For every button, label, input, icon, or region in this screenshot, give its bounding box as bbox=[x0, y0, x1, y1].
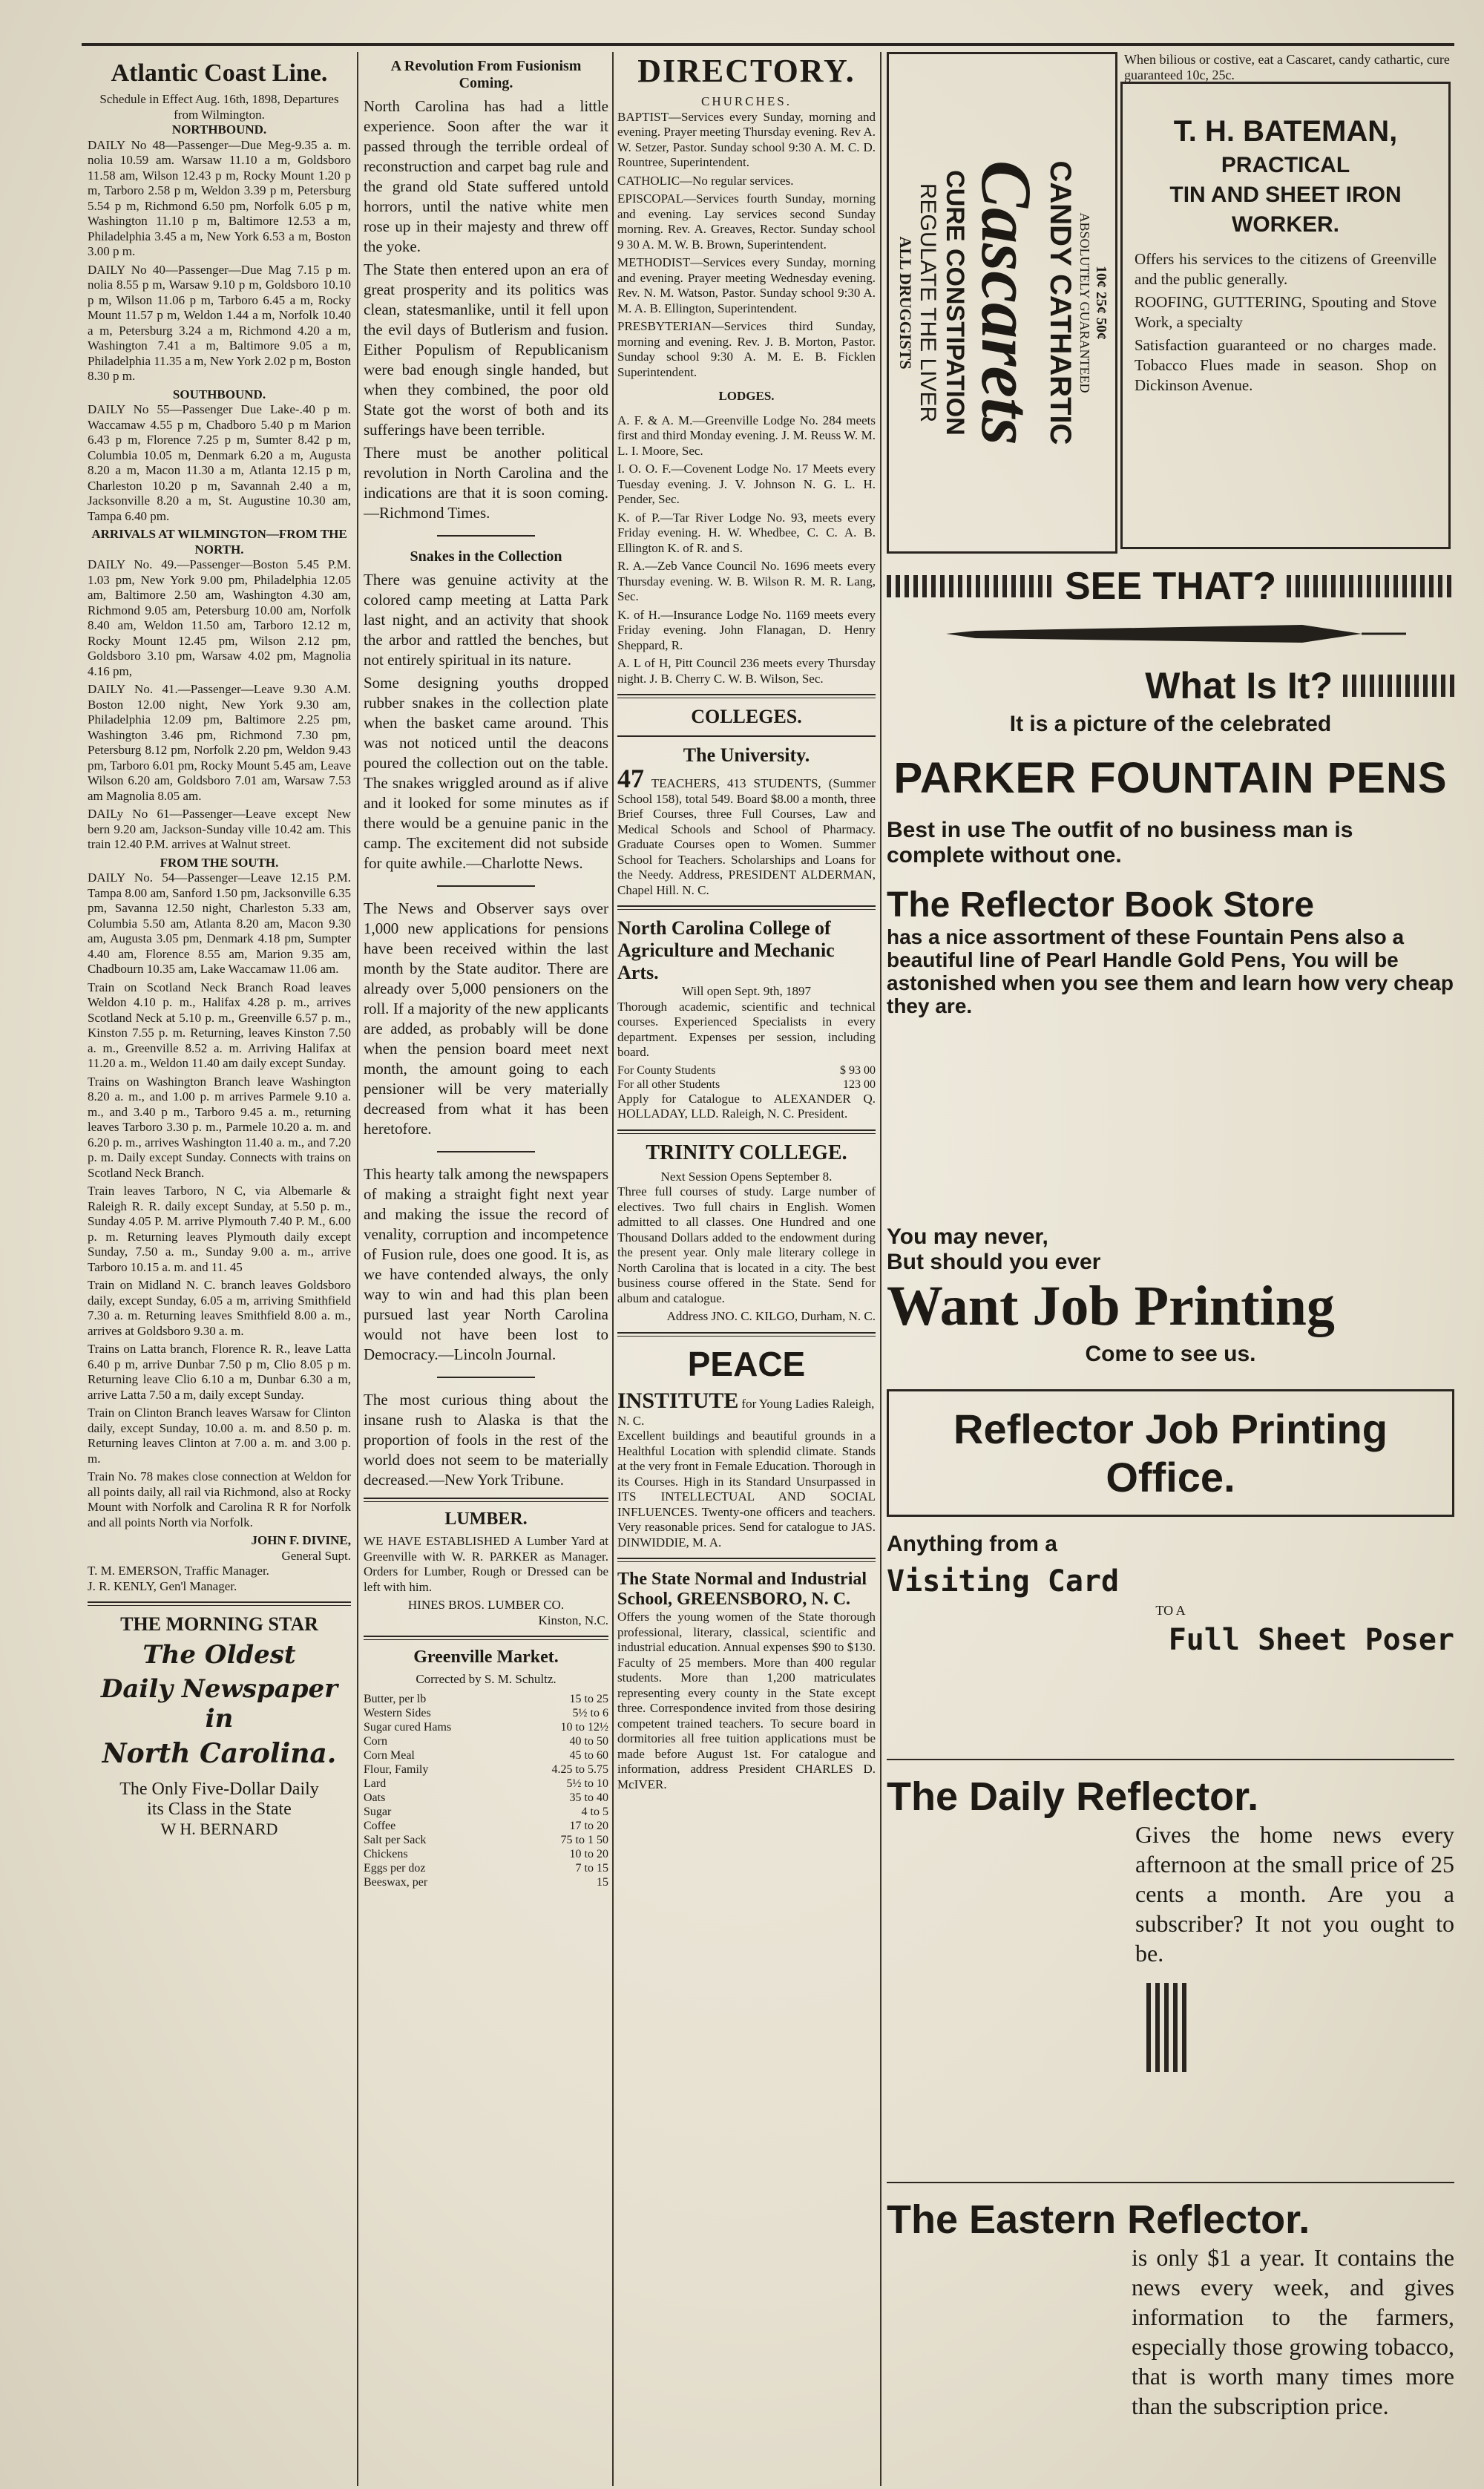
market-row bbox=[364, 1791, 608, 1805]
daily-reflector-text: Gives the home news every afternoon at the small price of 25 cents a month. Are you a subscriber? It not you ought to be. bbox=[1135, 1821, 1454, 1967]
ncc-other-row bbox=[617, 1078, 876, 1092]
train-78: Train No. 78 makes close connection at Weldon for all points daily, all rail via Richmond, also at Rocky Mount with Norfolk and Carolina R R for Norfolk and all points North via Norfolk. bbox=[88, 1469, 351, 1529]
market-row bbox=[364, 1748, 608, 1762]
but-should-you: But should you ever bbox=[887, 1250, 1101, 1274]
peace-institute-line bbox=[617, 1388, 876, 1429]
editorial-p2: The State then entered upon an era of great prosperity and its politics was clean, statesmanlike, until it fell upon the evil days of Butlerism and fusion. Either Populism of Republicanism were bad enough single handed, but when they combined, the poor old State got the worst of both and its sufferings have been terrible. bbox=[364, 260, 608, 439]
institute-for: for Young Ladies Raleigh, N. C. bbox=[617, 1396, 875, 1428]
see-that-row bbox=[887, 564, 1454, 609]
bookstore-text: has a nice assortment of these Fountain Pens also a beautiful line of Pearl Handle Gold Pens, You will be astonished when you see them and learn how very cheap they are. bbox=[887, 925, 1454, 1017]
cascarets-ad bbox=[887, 52, 1117, 554]
bookstore-title: The Reflector Book Store bbox=[887, 885, 1315, 925]
peace-title: PEACE bbox=[687, 1344, 806, 1383]
washington-branch: Trains on Washington Branch leave Washington 8.20 a. m., and 1.00 p. m arrives Parmele 9.10 a. m., and 3.40 p m., Tarboro 9.45 a. m., returning leaves Tarboro 3.30 p. m., Parmele 10.20 a. m. and 6.20 p. m., arrives Washington 11.40 a. m., and 7.20 p. m. Daily except Sunday. Connects with trains on Scotland Neck Branch. bbox=[88, 1074, 351, 1180]
market-list bbox=[364, 1692, 608, 1889]
market-item-name: Salt per Sack bbox=[364, 1833, 427, 1846]
cascarets-candy: CANDY CATHARTIC bbox=[1043, 160, 1077, 445]
column-advertisements bbox=[887, 52, 1454, 2486]
market-row bbox=[364, 1819, 608, 1833]
separator bbox=[437, 1377, 535, 1378]
market-item-name: Western Sides bbox=[364, 1706, 431, 1719]
market-title: Greenville Market. bbox=[413, 1647, 559, 1667]
separator bbox=[364, 1636, 608, 1640]
morning-star-nc: North Carolina. bbox=[102, 1738, 337, 1769]
market-item-name: Lard bbox=[364, 1777, 387, 1790]
market-item-price: 10 to 20 bbox=[569, 1847, 608, 1860]
lumber-company: HINES BROS. LUMBER CO. bbox=[407, 1598, 565, 1612]
separator bbox=[617, 905, 876, 910]
ncc-other-price: 123 00 bbox=[843, 1078, 876, 1091]
trinity-next: Next Session Opens September 8. bbox=[660, 1169, 833, 1184]
lodge-iof: I. O. O. F.—Covenent Lodge No. 17 Meets every Tuesday evening. J. V. Johnson N. G. L. H. Pender, Sec. bbox=[617, 462, 876, 506]
to-a: TO A bbox=[1155, 1603, 1186, 1618]
daily-reflector-ad bbox=[887, 1751, 1454, 2072]
market-item-price: 75 to 1 50 bbox=[560, 1833, 608, 1846]
market-item-price: 7 to 15 bbox=[575, 1861, 608, 1875]
what-is-it-title: What Is It? bbox=[1145, 665, 1333, 706]
anything-from: Anything from a bbox=[887, 1532, 1057, 1556]
snakes-p1: There was genuine activity at the colored camp meeting at Latta Park last night, and an activity that shook the arbor and rattled the benches, but not entirely spiritual in its nature. bbox=[364, 571, 608, 669]
bateman-ad bbox=[1120, 82, 1451, 549]
market-item-price: 5½ to 10 bbox=[566, 1777, 608, 1790]
come-to-see-us: Come to see us. bbox=[1085, 1342, 1256, 1366]
southbound-heading: SOUTHBOUND. bbox=[172, 387, 266, 401]
lodge-al: A. L of H, Pitt Council 236 meets every Thursday night. J. B. Cherry C. W. B. Wilson, Sec. bbox=[617, 656, 876, 686]
snakes-title: Snakes in the Collection bbox=[410, 548, 562, 565]
market-row bbox=[364, 1875, 608, 1889]
eastern-reflector-ad bbox=[887, 2174, 1454, 2421]
bateman-offer: Offers his services to the citizens of Greenville and the public generally. bbox=[1135, 250, 1437, 288]
market-item-price: 5½ to 6 bbox=[572, 1706, 608, 1719]
column-directory bbox=[617, 52, 876, 1795]
signature-divine: JOHN F. DIVINE, bbox=[251, 1533, 351, 1547]
train-48: DAILY No 48—Passenger—Due Meg-9.35 a. m. nolia 10.59 am. Warsaw 11.10 a m, Goldsboro 11.58 am, Wilson 12.43 p m, Rocky Mount 1.20 p m, Tarboro 2.58 p m, Weldon 3.39 p m, Petersburg 5.54 p m, Richmond 6.50 pm, Norfolk 6.05 p m, Washington 11.10 p m, Baltimore 12.53 a m, Philadelphia 3.45 a m, New York 6.53 a m, Boston 3.00 p m. bbox=[88, 137, 351, 258]
clinton-branch: Train on Clinton Branch leaves Warsaw for Clinton daily, except Sunday, 10.00 a. m. and 8.50 p. m. Returning leaves Clinton at 7.00 a. m. and 3.00 p. m. bbox=[88, 1406, 351, 1466]
column-rule-2 bbox=[612, 52, 614, 2486]
market-row bbox=[364, 1847, 608, 1861]
market-item-price: 4 to 5 bbox=[581, 1805, 608, 1818]
train-40: DAILY No 40—Passenger—Due Mag 7.15 p m. nolia 8.55 p m, Warsaw 9.10 p m, Goldsboro 10.10 p m, Wilson 11.06 p m, Tarboro 6.45 a m, Rocky Mount 11.57 p m, Weldon 1.44 a m, Norfolk 10.40 a m, Petersburg 3.24 a m, Richmond 4.20 a m, Washington 7.41 a m, Baltimore 9.05 a m, Philadelphia 11.35 a m, New York 2.02 p m, Boston 8.30 p m. bbox=[88, 262, 351, 383]
separator bbox=[88, 1601, 351, 1606]
lumber-text: WE HAVE ESTABLISHED A Lumber Yard at Greenville with W. R. PARKER as Manager. Orders for Lumber, Rough or Dressed can be left with him. bbox=[364, 1534, 608, 1594]
cascarets-rotated bbox=[896, 65, 1109, 540]
market-item-name: Eggs per doz bbox=[364, 1861, 426, 1875]
peace-text: Excellent buildings and beautiful grounds in a Healthful Location with splendid climate. Stands at the very front in Female Education. Thorough in its Courses. High in its Standard Unsurpassed in ITS INTELLECTUAL AND SOCIAL INFLUENCES. Twenty-one officers and teachers. Very reasonable prices. Send for catalogue to JAS. DINWIDDIE, M. A. bbox=[617, 1429, 876, 1550]
lodge-kp: K. of P.—Tar River Lodge No. 93, meets every Friday evening. H. W. Whedbee, C. C. A. B. Ellington K. of R. and S. bbox=[617, 510, 876, 555]
want-job-printing: Want Job Printing bbox=[887, 1275, 1335, 1337]
parker-best: Best in use The outfit of no business man is complete without one. bbox=[887, 818, 1353, 868]
market-item-price: 45 to 60 bbox=[569, 1748, 608, 1762]
market-item-price: 4.25 to 5.75 bbox=[551, 1762, 608, 1776]
cascarets-regulate: REGULATE THE LIVER bbox=[915, 183, 940, 423]
cascarets-cure: CURE CONSTIPATION bbox=[940, 170, 969, 436]
morning-star-bernard: W H. BERNARD bbox=[160, 1820, 278, 1838]
trinity-title: TRINITY COLLEGE. bbox=[646, 1141, 847, 1164]
visiting-card: Visiting Card bbox=[887, 1564, 1120, 1598]
top-rule bbox=[82, 43, 1454, 46]
separator bbox=[617, 735, 876, 737]
cascarets-guarantee: ABSOLUTELY GUARANTEED bbox=[1077, 212, 1092, 393]
ncc-title: North Carolina College of Agriculture and Mechanic Arts. bbox=[617, 917, 835, 983]
fountain-pen-illustration bbox=[887, 609, 1454, 660]
separator bbox=[617, 1558, 876, 1562]
separator bbox=[364, 1498, 608, 1502]
morning-star-class: its Class in the State bbox=[147, 1800, 292, 1819]
ncc-open: Will open Sept. 9th, 1897 bbox=[681, 984, 812, 998]
ornament-right bbox=[1287, 575, 1454, 597]
market-corrected: Corrected by S. M. Schultz. bbox=[416, 1672, 556, 1686]
lumber-location: Kinston, N.C. bbox=[538, 1613, 608, 1627]
market-row bbox=[364, 1734, 608, 1748]
bateman-roofing: ROOFING, GUTTERING, Spouting and Stove Work, a specialty bbox=[1135, 293, 1437, 331]
fusion-paragraph: This hearty talk among the newspapers of making a straight fight next year and making the issue the record of venality, corruption and incompetence of Fusion rule, does one good. It is, as we have contended always, the only way to win and had this plan been pursued last year North Carolina would not have been lost to Democracy.—Lincoln Journal. bbox=[364, 1165, 608, 1363]
market-item-name: Beeswax, per bbox=[364, 1875, 428, 1889]
bateman-practical: PRACTICAL bbox=[1221, 153, 1350, 177]
normal-text: Offers the young women of the State thorough professional, literary, classical, scientific and industrial education. Annual expenses $90 to $130. Faculty of 25 members. More than 400 regular students. More than 1,200 matriculates representing every county in the State except three. Correspondence invited from those desiring competent trained teachers. To secure board in dormitories all free tuition applications must be made before August 1st. For catalogue and information, address President CHARLES D. McIVER. bbox=[617, 1610, 876, 1791]
ncc-county: For County Students bbox=[617, 1063, 716, 1077]
train-55: DAILY No 55—Passenger Due Lake-.40 p m. Waccamaw 4.55 p m, Chadboro 5.40 p m Marion 6.43 p m, Florence 7.25 p m, Sumter 8.42 p m, Columbia 10.05 m, Denmark 6.20 a m, Augusta 8.20 a m, Macon 11.30 a m, Atlanta 12.15 p m, Charleston 10.20 p m, Savannah 2.40 a m, Jacksonville 8.20 a m, St. Augustine 10.30 am, Tampa 6.40 pm. bbox=[88, 402, 351, 523]
separator bbox=[887, 2182, 1454, 2183]
normal-title: The State Normal and Industrial School, GREENSBORO, N. C. bbox=[617, 1570, 867, 1609]
church-episcopal: EPISCOPAL—Services fourth Sunday, morning and evening. Lay services second Sunday morning. Rev. A. Greaves, Rector. Sunday school 9 30 A. M. W. B. Brown, Superintendent. bbox=[617, 191, 876, 252]
university-title: The University. bbox=[683, 744, 810, 766]
market-row bbox=[364, 1692, 608, 1706]
parker-ad bbox=[887, 564, 1454, 1017]
snakes-p2: Some designing youths dropped rubber snakes in the collection plate when the basket came around. This was not noticed until the deacons poured the collection out on the table. The snakes wriggled around as if alive and it looked for some minutes as if there would be a genuine panic in the camp. The excitement did not subside for quite awhile.—Charlotte News. bbox=[364, 674, 608, 872]
morning-star-daily: Daily Newspaper in bbox=[100, 1674, 338, 1734]
train-54: DAILY No. 54—Passenger—Leave 12.15 P.M. Tampa 8.00 am, Sanford 1.50 pm, Jacksonville 6.35 pm, Savanna 12.50 night, Charleston 5.33 am, Columbia 5.50 am, Atlanta 8.20 am, Macon 9.30 am, Augusta 3.05 pm, Denmark 4.18 pm, Sumpter 4.40 am, Florence 8.55 am, Marion 9.35 am, Chadbourn 10.35 am, Lake Waccamaw 11.06 am. bbox=[88, 870, 351, 976]
market-item-name: Corn bbox=[364, 1734, 387, 1748]
bateman-name: T. H. BATEMAN, bbox=[1173, 115, 1398, 148]
university-text bbox=[617, 764, 876, 898]
market-item-name: Sugar cured Hams bbox=[364, 1720, 452, 1734]
church-catholic: CATHOLIC—No regular services. bbox=[617, 173, 794, 188]
market-item-price: 15 bbox=[597, 1875, 608, 1889]
train-41: DAILY No. 41.—Passenger—Leave 9.30 A.M. Boston 12.00 night, New York 9.30 am, Philadelphia 12.09 pm, Baltimore 2.25 pm, Washington 3.46 pm, Richmond 7.30 pm, Petersburg 8.12 pm, Norfolk 2.20 pm, Weldon 9.43 pm, Tarboro 6.01 pm, Rocky Mount 5.45 am, Leave Wilson 6.20 am, Goldsboro 7.01 am, Warsaw 7.53 am Magnolia 8.05 am. bbox=[88, 682, 351, 803]
morning-star-only: The Only Five-Dollar Daily bbox=[119, 1780, 319, 1799]
picture-caption: It is a picture of the celebrated bbox=[1009, 712, 1332, 736]
train-61: DAILy No 61—Passenger—Leave except New bern 9.20 am, Jackson-Sunday ville 10.42 am. This train 12.40 P.M. arrives at Walnut street. bbox=[88, 807, 351, 851]
job-printing-ad bbox=[887, 1224, 1454, 1657]
editorial-title: A Revolution From Fusionism Coming. bbox=[390, 58, 582, 91]
parker-pens-title: PARKER FOUNTAIN PENS bbox=[893, 754, 1448, 802]
market-item-price: 40 to 50 bbox=[569, 1734, 608, 1748]
separator bbox=[887, 1759, 1454, 1760]
column-editorial bbox=[364, 52, 608, 1889]
market-row bbox=[364, 1861, 608, 1875]
morning-star-title: THE MORNING STAR bbox=[120, 1613, 318, 1635]
market-row bbox=[364, 1762, 608, 1777]
lodge-ra: R. A.—Zeb Vance Council No. 1696 meets every Thursday evening. W. B. Wilson R. M. R. Lang, Sec. bbox=[617, 559, 876, 603]
market-row bbox=[364, 1805, 608, 1819]
latta-branch: Trains on Latta branch, Florence R. R., leave Latta 6.40 p m, arrive Dunbar 7.50 p m, Clio 8.05 p m. Returning leave Clio 6.10 a m, Dunbar 6.30 a m, arrive Latta 7.50 a m, daily except Sunday. bbox=[88, 1342, 351, 1402]
separator bbox=[617, 1129, 876, 1134]
editorial-p1: North Carolina has had a little experience. Soon after the war it passed through the terrible ordeal of reconstruction and carpet bag rule and the grand old State suffered untold horrors, until the native white men rose up in their majesty and threw off the yoke. bbox=[364, 97, 608, 255]
market-row bbox=[364, 1706, 608, 1720]
lodges-heading: LODGES. bbox=[718, 389, 775, 403]
university-number: 47 bbox=[617, 764, 644, 793]
arrivals-heading: ARRIVALS AT WILMINGTON—FROM THE NORTH. bbox=[91, 527, 347, 557]
church-baptist: BAPTIST—Services every Sunday, morning and evening. Prayer meeting Thursday evening. Rev A. W. Setzer, Pastor. Sunday school 9:30 A. M. C. D. Rountree, Superintendent. bbox=[617, 109, 876, 169]
market-row bbox=[364, 1833, 608, 1847]
separator bbox=[617, 694, 876, 698]
eastern-reflector-title: The Eastern Reflector. bbox=[887, 2197, 1310, 2242]
bilious-notice: When bilious or costive, eat a Cascaret, candy cathartic, cure guaranteed 10c, 25c. bbox=[1124, 52, 1450, 82]
market-item-name: Chickens bbox=[364, 1847, 408, 1860]
institute-word: INSTITUTE bbox=[617, 1388, 739, 1413]
job-office-box bbox=[887, 1389, 1454, 1517]
full-sheet-poster: Full Sheet Poser bbox=[1168, 1623, 1454, 1657]
ornament bbox=[1343, 675, 1454, 697]
market-item-price: 10 to 12½ bbox=[560, 1720, 608, 1734]
market-item-price: 35 to 40 bbox=[569, 1791, 608, 1804]
lodge-af: A. F. & A. M.—Greenville Lodge No. 284 meets first and third Monday evening. J. M. Reuss W. M. L. I. Moore, Sec. bbox=[617, 413, 876, 458]
bateman-tin: TIN AND SHEET IRON bbox=[1169, 183, 1402, 207]
cascarets-druggists: ALL DRUGGISTS bbox=[896, 236, 915, 370]
market-item-name: Coffee bbox=[364, 1819, 396, 1832]
column-railroad bbox=[88, 52, 351, 1839]
column-rule-3 bbox=[880, 52, 881, 2486]
editorial-p3: There must be another political revolution in North Carolina and the indications are that it is soon coming.—Richmond Times. bbox=[364, 444, 608, 522]
market-row bbox=[364, 1777, 608, 1791]
you-may-never: You may never, bbox=[887, 1224, 1048, 1249]
separator bbox=[437, 535, 535, 537]
bateman-worker: WORKER. bbox=[1232, 212, 1339, 237]
pension-paragraph: The News and Observer says over 1,000 new applications for pensions have been received within the last month by the State auditor. There are already over 5,000 pensioners on the roll. If a majority of the new applicants are added, as probably will be done when the pension board meet next month, the amount going to each pensioner will be very materially decreased from what it has been heretofore. bbox=[364, 899, 608, 1138]
market-item-price: 15 to 25 bbox=[569, 1692, 608, 1705]
ncc-county-row bbox=[617, 1063, 876, 1078]
schedule-note: Schedule in Effect Aug. 16th, 1898, Departures from Wilmington. bbox=[99, 92, 339, 122]
midland-branch: Train on Midland N. C. branch leaves Goldsboro daily, except Sunday, 6.05 a m, arriving Smithfield 7.30 a. m. Returning leaves Smithfield 8.00 a. m., arrives at Goldsboro 9.30 a. m. bbox=[88, 1278, 351, 1338]
market-item-name: Flour, Family bbox=[364, 1762, 429, 1776]
ornament-left bbox=[887, 575, 1054, 597]
market-item-name: Sugar bbox=[364, 1805, 392, 1818]
lumber-title: LUMBER. bbox=[444, 1509, 528, 1529]
separator bbox=[437, 1151, 535, 1152]
train-49: DAILY No. 49.—Passenger—Boston 5.45 P.M. 1.03 pm, New York 9.00 pm, Philadelphia 12.05 am, Baltimore 2.50 am, Washington 4.30 am, Richmond 9.05 am, Petersburg 10.00 am, Norfolk 8.40 am, Weldon 11.50 am, Tarboro 12.12 m, Rocky Mount 12.45 pm, Wilson 2.12 pm, Goldsboro 3.10 pm, Warsaw 4.02 pm, Magnolia 4.16 pm, bbox=[88, 557, 351, 678]
railroad-title: Atlantic Coast Line. bbox=[111, 59, 328, 87]
bateman-satisfaction: Satisfaction guaranteed or no charges made. Tobacco Flues made in season. Shop on Dickinson Avenue. bbox=[1135, 336, 1437, 394]
market-item-name: Oats bbox=[364, 1791, 386, 1804]
see-that-title: SEE THAT? bbox=[1064, 565, 1277, 608]
church-methodist: METHODIST—Services every Sunday, morning and evening. Prayer meeting Wednesday evening. Rev. N. M. Watson, Pastor. Sunday school 9:30 A. M. A. B. Ellington, Superintendent. bbox=[617, 255, 876, 315]
signature-title: General Supt. bbox=[281, 1548, 351, 1563]
colleges-heading: COLLEGES. bbox=[691, 706, 802, 727]
northbound-heading: NORTHBOUND. bbox=[171, 122, 267, 137]
trinity-address: Address JNO. C. KILGO, Durham, N. C. bbox=[666, 1309, 876, 1323]
signature-kenly: J. R. KENLY, Gen'l Manager. bbox=[88, 1578, 237, 1593]
daily-reflector-title: The Daily Reflector. bbox=[887, 1774, 1259, 1819]
church-presbyterian: PRESBYTERIAN—Services third Sunday, morning and evening. Rev. J. B. Morton, Pastor. Sunday school 9:30 A. M. E. B. Ficklen Superintendent. bbox=[617, 319, 876, 379]
ncc-other: For all other Students bbox=[617, 1078, 720, 1091]
university-body: TEACHERS, 413 STUDENTS, (Summer School 158), total 549. Board $8.00 a month, three Brief Courses, three Full Courses, Law and Medical Schools and School of Pharmacy. Graduate Courses open to Women. Summer School for Teachers. Scholarships and Loans for the Needy. Address, PRESIDENT ALDERMAN, Chapel Hill. N. C. bbox=[617, 776, 876, 897]
churches-heading: CHURCHES. bbox=[701, 94, 792, 108]
from-south-heading: FROM THE SOUTH. bbox=[160, 855, 279, 870]
column-rule-1 bbox=[357, 52, 358, 2486]
market-item-name: Butter, per lb bbox=[364, 1692, 427, 1705]
separator bbox=[617, 1332, 876, 1337]
albemarle-branch: Train leaves Tarboro, N C, via Albemarle & Raleigh R. R. daily except Sunday, at 5.50 p. m., Sunday 4.05 P. M. arrive Plymouth 7.40 P. M., 6.00 p. m. Returning leaves Plymouth daily except Sunday, 7.50 a. m., Sunday 9.00 a. m., arrive Tarboro 10.15 a. m. and 11. 45 bbox=[88, 1184, 351, 1274]
market-item-price: 17 to 20 bbox=[569, 1819, 608, 1832]
ncc-county-price: $ 93 00 bbox=[840, 1063, 876, 1077]
directory-title: DIRECTORY. bbox=[637, 53, 856, 89]
ncc-apply: Apply for Catalogue to ALEXANDER Q. HOLLADAY, LLD. Raleigh, N. C. President. bbox=[617, 1091, 876, 1121]
lodge-kh: K. of H.—Insurance Lodge No. 1169 meets every Friday evening. John Flanagan, D. Henry Sheppard, R. bbox=[617, 607, 876, 652]
what-is-it-row bbox=[887, 664, 1454, 707]
alaska-paragraph: The most curious thing about the insane rush to Alaska is that the proportion of fools in the rest of the world does not seem to be materially decreased.—New York Tribune. bbox=[364, 1391, 608, 1489]
job-office-title: Reflector Job Printing Office. bbox=[953, 1406, 1388, 1501]
scotland-neck-branch: Train on Scotland Neck Branch Road leaves Weldon 4.10 p. m., Halifax 4.28 p. m., arrives Scotland Neck at 5.10 p. m., Greenville 6.57 p. m., Kinston 7.55 p. m. Returning, leaves Kinston 7.50 a. m., Greenville 8.52 a. m. Arriving Halifax at 11.20 a. m., Weldon 11.40 am daily except Sunday. bbox=[88, 980, 351, 1070]
signature-emerson: T. M. EMERSON, Traffic Manager. bbox=[88, 1564, 269, 1578]
trinity-text: Three full courses of study. Large number of electives. Two full chairs in English. Women admitted to all classes. One Hundred and one Thousand Dollars added to the endowment during the present year. Only male literary college in North Carolina that is located in a city. The best business course offered in the State. Send for album and catalogue. bbox=[617, 1184, 876, 1305]
cascarets-brand: Cascarets bbox=[966, 160, 1046, 445]
morning-star-oldest: The Oldest bbox=[142, 1640, 296, 1670]
ornament bbox=[1146, 1983, 1191, 2072]
market-item-name: Corn Meal bbox=[364, 1748, 415, 1762]
ncc-text: Thorough academic, scientific and technical courses. Experienced Specialists in every department. Expenses per session, including board. bbox=[617, 999, 876, 1059]
cascarets-price: 10¢ 25¢ 50¢ bbox=[1092, 266, 1109, 340]
eastern-reflector-text: is only $1 a year. It contains the news every week, and gives information to the farmers, especially those growing tobacco, that is worth many times more than the subscription price. bbox=[1132, 2244, 1454, 2419]
separator bbox=[437, 885, 535, 887]
market-row bbox=[364, 1720, 608, 1734]
